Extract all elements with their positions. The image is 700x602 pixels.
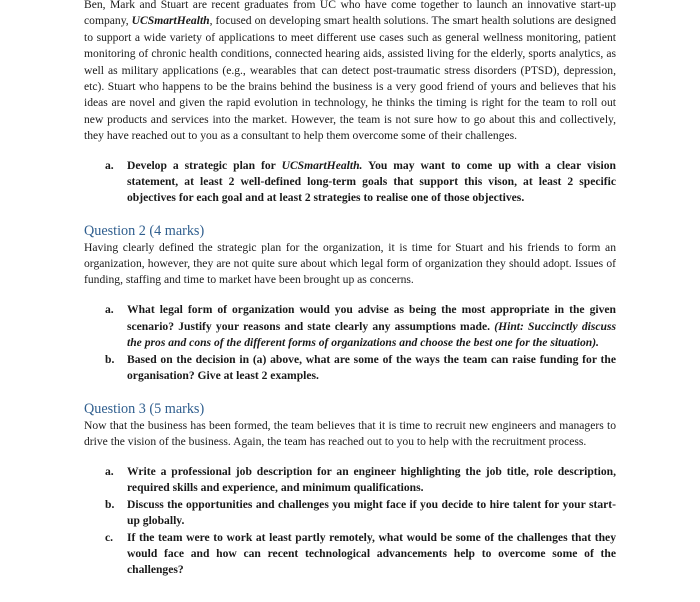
question3-list [84, 464, 616, 579]
q2-b-text: Based on the decision in (a) above, what are some of the ways the team can raise funding for the organisation? Give at least 2 examples. [127, 352, 616, 383]
list-item [84, 464, 616, 497]
list-marker: a. [105, 158, 114, 172]
q3-c-text: If the team were to work at least partly remotely, what would be some of the challenges that they would face and how can recent technological advancements help to overcome some of the challenges? [127, 530, 616, 577]
question3-body: Now that the business has been formed, the team believes that it is time to recruit new engineers and managers to drive the vision of the business. Again, the team has reached out to you to help with the recruitment process. [84, 418, 616, 448]
list-item [84, 302, 616, 351]
q1-a-text-part1: Develop a strategic plan for [127, 158, 282, 172]
intro-text-part2: , focused on developing smart health solutions. The smart health solutions are designed to support a wide variety of applications to meet different use cases such as general wellness monitoring, patient monitoring of chronic health conditions, connected hearing aids, assisted living for the elderly, sports analytics, as well as military applications (e.g., wearables that can detect post-traumatic stress disorders (PTSD), depression, etc). Stuart who happens to be the brains behind the business is a very good friend of yours and believes that his ideas are novel and given the rapid evolution in technology, he thinks the timing is right for the team to roll out new products and services into the market. However, the team is not sure how to go about this and collectively, they have reached out to you as a consultant to help them overcome some of their challenges. [84, 14, 616, 143]
list-marker: a. [105, 464, 114, 478]
q1-a-text-part2: You may want to come up with a clear vision statement, at least 2 well-defined long-term goals that support this vison, at least 2 specific objectives for each goal and at least 2 strategies to realise one of those objectives. [127, 158, 617, 205]
question2-list [84, 302, 616, 384]
question1-list [84, 158, 616, 207]
list-item [84, 352, 616, 385]
company-name: UCSmartHealth [131, 14, 210, 28]
list-item [84, 530, 616, 579]
question2-body: Having clearly defined the strategic plan for the organization, it is time for Stuart and his friends to form an organization, however, they are not quite sure about which legal form of organization they should adopt. Issues of funding, staffing and time to market have been brought up as concerns. [84, 240, 616, 287]
list-item [84, 497, 616, 530]
list-marker: b. [105, 352, 115, 366]
intro-text-part1: Ben, Mark and Stuart are recent graduates from UC who have come together to launch an innovative start-up company, [84, 0, 616, 28]
q1-a-company: UCSmartHealth. [281, 158, 363, 172]
document-page [84, 0, 616, 579]
question3-heading: Question 3 (5 marks) [84, 400, 205, 417]
list-item [84, 158, 616, 207]
intro-paragraph [84, 0, 616, 145]
q2-a-text: What legal form of organization would you advise as being the most appropriate in the given scenario? Justify your reasons and state clearly any assumptions made. [127, 303, 616, 333]
list-marker: b. [105, 497, 115, 511]
q2-a-hint: (Hint: Succinctly discuss the pros and cons of the different forms of organizations and choose the best one for the situation). [127, 319, 616, 350]
list-marker: c. [105, 530, 114, 544]
question2-heading: Question 2 (4 marks) [84, 222, 205, 239]
list-marker: a. [105, 303, 114, 317]
q3-a-text: Write a professional job description for an engineer highlighting the job title, role description, required skills and experience, and minimum qualifications. [127, 464, 616, 495]
q3-b-text: Discuss the opportunities and challenges you might face if you decide to hire talent for your start-up globally. [127, 497, 616, 528]
